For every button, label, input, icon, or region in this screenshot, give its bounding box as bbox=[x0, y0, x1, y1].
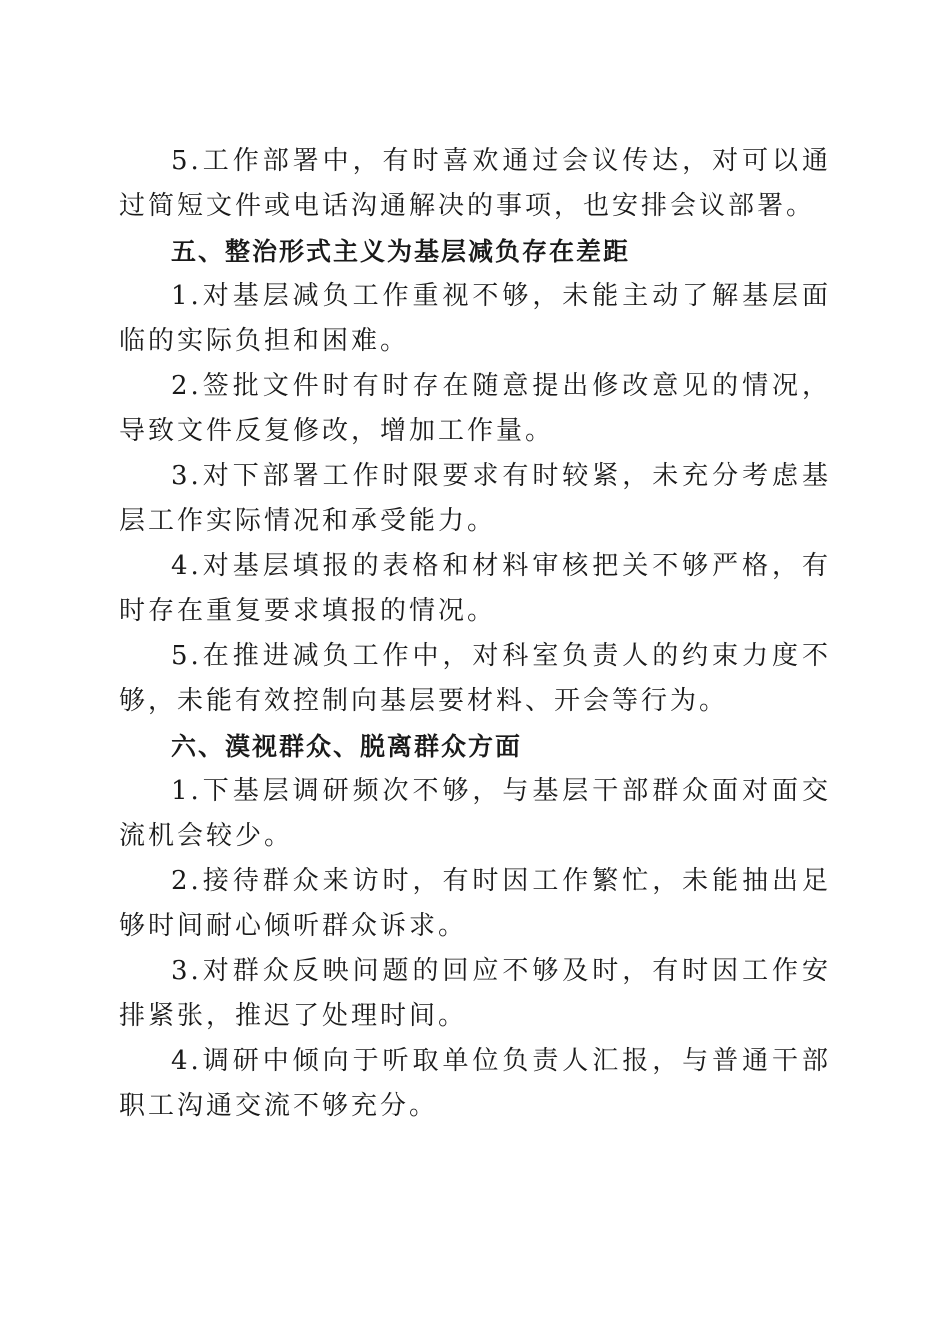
paragraph-item: 4.调研中倾向于听取单位负责人汇报，与普通干部职工沟通交流不够充分。 bbox=[119, 1046, 831, 1121]
paragraph-item: 5.工作部署中，有时喜欢通过会议传达，对可以通过简短文件或电话沟通解决的事项，也安排会议部署。 bbox=[119, 146, 831, 221]
paragraph-item: 1.对基层减负工作重视不够，未能主动了解基层面临的实际负担和困难。 bbox=[119, 281, 831, 356]
paragraph-item: 2.接待群众来访时，有时因工作繁忙，未能抽出足够时间耐心倾听群众诉求。 bbox=[119, 866, 831, 941]
paragraph-item: 4.对基层填报的表格和材料审核把关不够严格，有时存在重复要求填报的情况。 bbox=[119, 551, 831, 626]
paragraph-item: 3.对下部署工作时限要求有时较紧，未充分考虑基层工作实际情况和承受能力。 bbox=[119, 461, 831, 536]
paragraph-item: 3.对群众反映问题的回应不够及时，有时因工作安排紧张，推迟了处理时间。 bbox=[119, 956, 831, 1031]
document-body bbox=[119, 139, 831, 1129]
section-heading: 六、漠视群众、脱离群众方面 bbox=[171, 732, 523, 761]
paragraph-item: 5.在推进减负工作中，对科室负责人的约束力度不够，未能有效控制向基层要材料、开会等行为。 bbox=[119, 641, 831, 716]
paragraph-item: 1.下基层调研频次不够，与基层干部群众面对面交流机会较少。 bbox=[119, 776, 831, 851]
section-heading: 五、整治形式主义为基层减负存在差距 bbox=[171, 237, 631, 266]
paragraph-item: 2.签批文件时有时存在随意提出修改意见的情况，导致文件反复修改，增加工作量。 bbox=[119, 371, 831, 446]
